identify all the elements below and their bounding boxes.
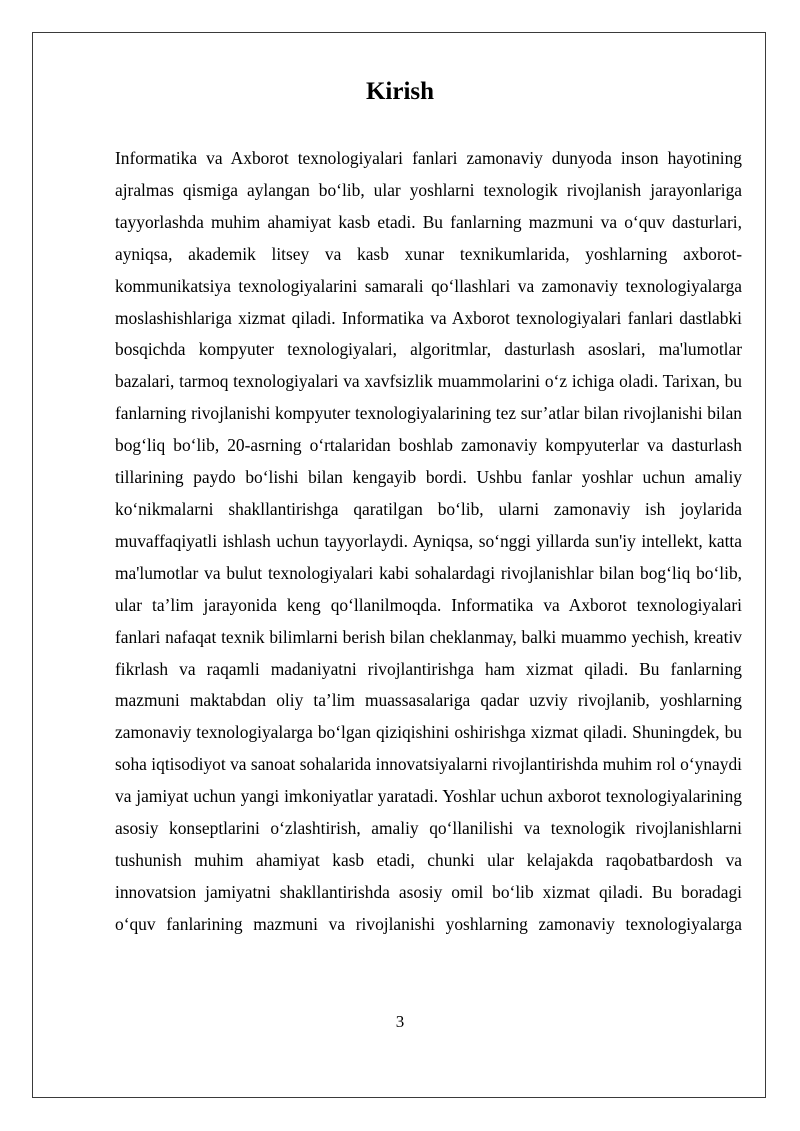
page-number: 3 xyxy=(395,1012,405,1031)
body-paragraph: Informatika va Axborot texnologiyalari fanlari zamonaviy dunyoda inson hayotining ajralmas qismiga aylangan bo‘lib, ular yoshlarni texnologik rivojlanish jarayonlariga tayyorlashda muhim ahamiyat kasb etadi. Bu fanlarning mazmuni va o‘quv dasturlari, ayniqsa, akademik litsey va kasb xunar texnikumlarida, yoshlarning axborot-kommunikatsiya texnologiyalarini samarali qo‘llashlari va zamonaviy texnologiyalarga moslashishlariga xizmat qiladi. Informatika va Axborot texnologiyalari fanlari dastlabki bosqichda kompyuter texnologiyalari, algoritmlar, dasturlash asoslari, ma'lumotlar bazalari, tarmoq texnologiyalari va xavfsizlik muammolarini o‘z ichiga oladi. Tarixan, bu fanlarning rivojlanishi kompyuter texnologiyalarining tez sur’atlar bilan rivojlanishi bilan bog‘liq bo‘lib, 20-asrning o‘rtalaridan boshlab zamonaviy kompyuterlar va dasturlash tillarining paydo bo‘lishi bilan kengayib bordi. Ushbu fanlar yoshlar uchun amaliy ko‘nikmalarni shakllantirishga qaratilgan bo‘lib, ularni zamonaviy ish joylarida muvaffaqiyatli ishlash uchun tayyorlaydi. Ayniqsa, so‘nggi yillarda sun'iy intellekt, katta ma'lumotlar va bulut texnologiyalari kabi sohalardagi rivojlanishlar bilan bog‘liq bo‘lib, ular ta’lim jarayonida keng qo‘llanilmoqda. Informatika va Axborot texnologiyalari fanlari nafaqat texnik bilimlarni berish bilan cheklanmay, balki muammo yechish, kreativ fikrlash va raqamli madaniyatni rivojlantirishga ham xizmat qiladi. Bu fanlarning mazmuni maktabdan oliy ta’lim muassasalariga qadar uzviy rivojlanib, yoshlarning zamonaviy texnologiyalarga bo‘lgan qiziqishini oshirishga xizmat qiladi. Shuningdek, bu soha iqtisodiyot va sanoat sohalarida innovatsiyalarni rivojlantirishda muhim rol o‘ynaydi va jamiyat uchun yangi imkoniyatlar yaratadi. Yoshlar uchun axborot texnologiyalarining asosiy konseptlarini o‘zlashtirish, amaliy qo‘llanilishi va texnologik rivojlanishlarni tushunish muhim ahamiyat kasb etadi, chunki ular kelajakda raqobatbardosh va innovatsion jamiyatni shakllantirishda asosiy omil bo‘lib xizmat qiladi. Bu boradagi o‘quv fanlarining mazmuni va rivojlanishi yoshlarning zamonaviy texnologiyalarga xyxy=(115,148,742,934)
page-title: Kirish xyxy=(365,78,435,105)
